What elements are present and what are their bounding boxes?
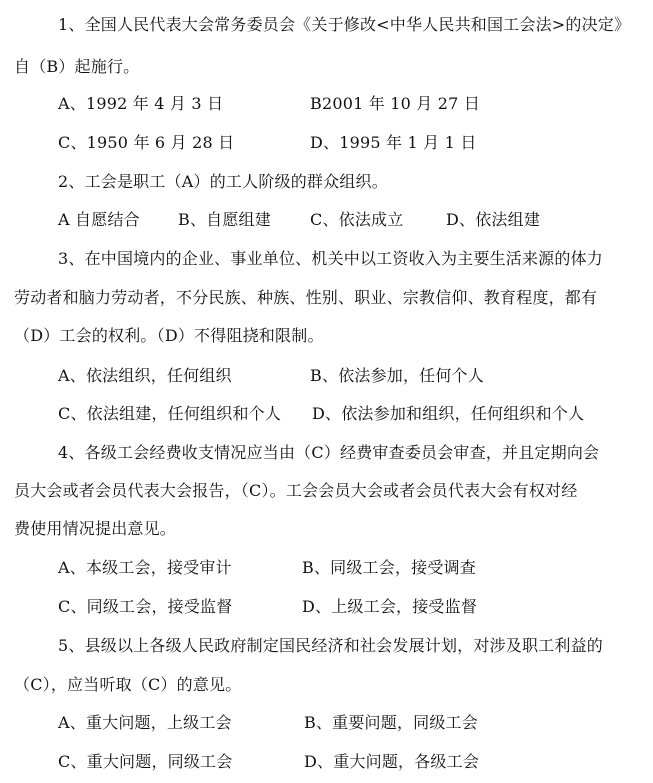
q2-option-a: A 自愿结合 (58, 210, 140, 229)
q3-option-c: C、依法组建，任何组织和个人 (58, 404, 282, 423)
q3-line-2: 劳动者和脑力劳动者，不分民族、种族、性别、职业、宗教信仰、教育程度，都有 (14, 288, 598, 307)
q2-option-c: C、依法成立 (310, 210, 404, 229)
q4-option-c: C、同级工会，接受监督 (58, 597, 233, 616)
q5-line-2: （C），应当听取（C）的意见。 (14, 675, 242, 694)
q5-option-b: B、重要问题，同级工会 (304, 713, 478, 732)
q3-option-b: B、依法参加，任何个人 (310, 366, 484, 385)
q3-line-1: 3、在中国境内的企业、事业单位、机关中以工资收入为主要生活来源的体力 (58, 249, 603, 268)
q4-line-1: 4、各级工会经费收支情况应当由（C）经费审查委员会审查，并且定期向会 (58, 443, 600, 462)
q5-line-1: 5、县级以上各级人民政府制定国民经济和社会发展计划，对涉及职工利益的 (58, 636, 603, 655)
q5-option-a: A、重大问题，上级工会 (58, 713, 232, 732)
q2-line-1: 2、工会是职工（A）的工人阶级的群众组织。 (58, 172, 388, 191)
q1-option-c: C、1950 年 6 月 28 日 (58, 133, 235, 152)
q1-option-d: D、1995 年 1 月 1 日 (310, 133, 477, 152)
q3-line-3: （D）工会的权利。（D）不得阻挠和限制。 (14, 326, 324, 345)
q2-option-d: D、依法组建 (446, 210, 541, 229)
q3-option-d: D、依法参加和组织，任何组织和个人 (312, 404, 585, 423)
q4-line-3: 费使用情况提出意见。 (14, 519, 177, 538)
q3-option-a: A、依法组织，任何组织 (58, 366, 232, 385)
q1-option-a: A、1992 年 4 月 3 日 (58, 94, 224, 113)
q1-line-1: 1、全国人民代表大会常务委员会《关于修改<中华人民共和国工会法>的决定》 (58, 15, 631, 34)
q4-line-2: 员大会或者会员代表大会报告，（C）。工会会员大会或者会员代表大会有权对经 (14, 481, 578, 500)
q5-option-d: D、重大问题，各级工会 (304, 752, 480, 771)
q2-option-b: B、自愿组建 (178, 210, 271, 229)
q1-line-2: 自（B）起施行。 (14, 57, 140, 76)
q4-option-a: A、本级工会，接受审计 (58, 558, 232, 577)
q5-option-c: C、重大问题，同级工会 (58, 752, 233, 771)
q4-option-d: D、上级工会，接受监督 (302, 597, 478, 616)
q4-option-b: B、同级工会，接受调查 (302, 558, 476, 577)
q1-option-b: B2001 年 10 月 27 日 (310, 94, 481, 113)
